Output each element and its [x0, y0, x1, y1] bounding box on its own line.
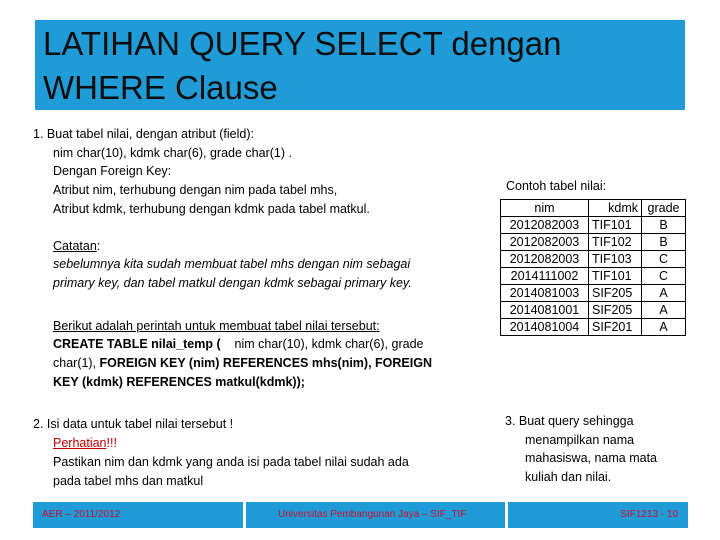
header-kdmk: kdmk	[589, 200, 642, 217]
task1-fk-nim: Atribut nim, terhubung dengan nim pada tabel mhs,	[53, 183, 338, 198]
header-grade: grade	[642, 200, 686, 217]
cell-kdmk: TIF102	[589, 234, 642, 251]
cell-nim: 2014081004	[501, 319, 589, 336]
task3-line3: mahasiswa, nama mata	[525, 451, 658, 465]
cell-grade: C	[642, 268, 686, 285]
command-create-table: CREATE TABLE nilai_temp (	[53, 337, 221, 352]
perhatian-label: Perhatian	[53, 436, 107, 451]
cell-kdmk: TIF101	[589, 268, 642, 285]
task1-intro-text: Buat tabel nilai, dengan atribut (field):	[46, 127, 254, 141]
cell-grade: B	[642, 234, 686, 251]
command-columns: nim char(10), kdmk char(6), grade	[234, 337, 424, 352]
table-row	[501, 234, 686, 251]
slide-title	[43, 22, 561, 110]
spacer	[33, 219, 483, 237]
cell-nim: 2012082003	[501, 217, 589, 234]
nilai-table	[500, 199, 686, 336]
main-content	[33, 125, 483, 490]
footer-divider	[243, 502, 246, 528]
example-table-block	[500, 177, 686, 336]
command-line1	[33, 335, 483, 354]
table-header-row	[501, 200, 686, 217]
cell-grade: A	[642, 319, 686, 336]
command-intro: Berikut adalah perintah untuk membuat tabel nilai tersebut:	[53, 318, 380, 333]
task2-line4: pada tabel mhs dan matkul	[53, 473, 204, 488]
footer-slide-number: SIF1213 - 10	[620, 509, 678, 520]
task1-fk-label: Dengan Foreign Key:	[53, 164, 172, 179]
slide-title-line2: WHERE Clause	[43, 69, 278, 106]
table-row	[501, 268, 686, 285]
table-row	[501, 251, 686, 268]
catatan-line1: sebelumnya kita sudah membuat tabel mhs dengan nim sebagai	[53, 257, 411, 272]
cell-nim: 2012082003	[501, 251, 589, 268]
cell-grade: A	[642, 302, 686, 319]
slide-title-line1: LATIHAN QUERY SELECT dengan	[43, 25, 562, 62]
task1-number: 1.	[33, 127, 44, 141]
table-row	[501, 217, 686, 234]
slide-footer	[33, 502, 688, 528]
cell-grade: B	[642, 217, 686, 234]
header-nim: nim	[501, 200, 589, 217]
cell-kdmk: SIF205	[589, 285, 642, 302]
perhatian-exclamation: !!!	[106, 436, 117, 451]
example-table-caption: Contoh tabel nilai:	[506, 179, 607, 193]
task2-perhatian	[33, 434, 483, 453]
cell-kdmk: SIF201	[589, 319, 642, 336]
spacer	[33, 293, 483, 317]
task2-line3: Pastikan nim dan kdmk yang anda isi pada tabel nilai sudah ada	[53, 454, 409, 469]
command-line3: KEY (kdmk) REFERENCES matkul(kdmk));	[53, 374, 305, 389]
cell-kdmk: SIF205	[589, 302, 642, 319]
catatan-line2: primary key, dan tabel matkul dengan kdmk sebagai primary key.	[53, 275, 412, 290]
cell-grade: A	[642, 285, 686, 302]
task3-block	[505, 412, 657, 486]
catatan-colon: :	[96, 238, 101, 253]
cell-kdmk: TIF101	[589, 217, 642, 234]
cell-grade: C	[642, 251, 686, 268]
command-foreign-key-nim: FOREIGN KEY (nim) REFERENCES mhs(nim), FOREIGN	[99, 356, 432, 371]
table-row	[501, 319, 686, 336]
footer-institution: Universitas Pembangunan Jaya – SIF_TIF	[278, 509, 467, 520]
task3-line1: 3. Buat query sehingga	[505, 414, 634, 428]
cell-nim: 2014081003	[501, 285, 589, 302]
cell-nim: 2014111002	[501, 268, 589, 285]
catatan-label: Catatan	[53, 238, 97, 253]
cell-nim: 2012082003	[501, 234, 589, 251]
table-row	[501, 302, 686, 319]
command-grade-type: char(1),	[53, 356, 100, 371]
slide-title-banner	[35, 20, 685, 110]
cell-nim: 2014081001	[501, 302, 589, 319]
cell-kdmk: TIF103	[589, 251, 642, 268]
task1-intro	[33, 125, 483, 144]
spacer	[33, 391, 483, 415]
footer-divider	[505, 502, 508, 528]
task3-line4: kuliah dan nilai.	[525, 469, 612, 484]
command-line2	[33, 354, 483, 373]
task2-line1: 2. Isi data untuk tabel nilai tersebut !	[33, 417, 234, 432]
footer-author: AER – 2011/2012	[42, 509, 121, 520]
catatan-heading	[33, 237, 483, 256]
table-row	[501, 285, 686, 302]
task1-fk-kdmk: Atribut kdmk, terhubung dengan kdmk pada tabel matkul.	[53, 201, 370, 216]
task1-attributes: nim char(10), kdmk char(6), grade char(1) .	[53, 145, 292, 160]
task3-line2: menampilkan nama	[525, 432, 635, 447]
